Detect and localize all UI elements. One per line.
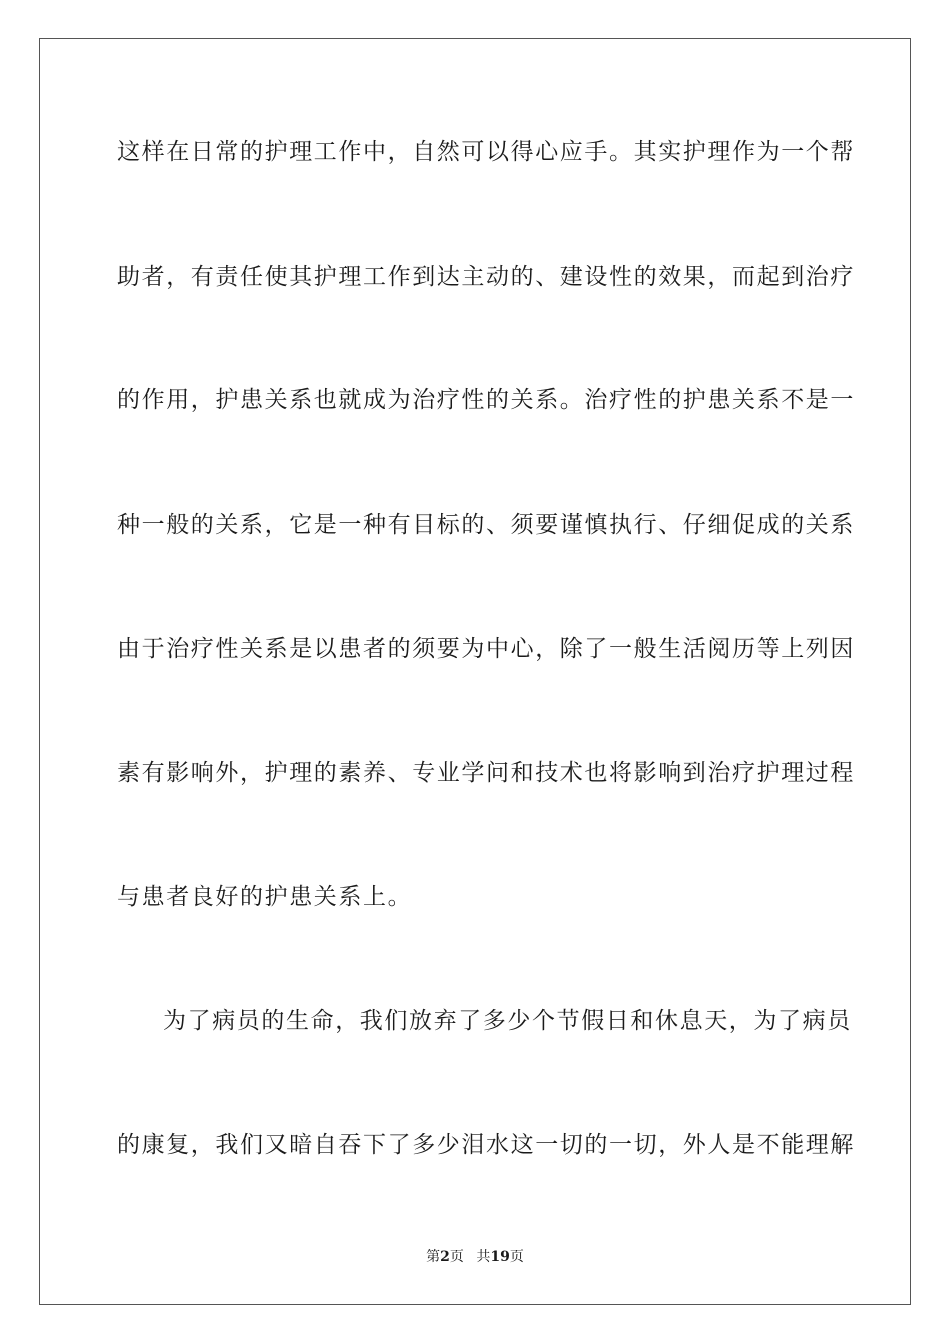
paragraph-line: 为了病员的生命，我们放弃了多少个节假日和休息天，为了病员 bbox=[163, 1008, 852, 1034]
page-border bbox=[39, 38, 911, 1305]
paragraph-line: 的康复，我们又暗自吞下了多少泪水这一切的一切，外人是不能理解 bbox=[117, 1132, 855, 1158]
page-footer bbox=[0, 1248, 950, 1266]
paragraph-line: 由于治疗性关系是以患者的须要为中心，除了一般生活阅历等上列因 bbox=[117, 636, 855, 662]
paragraph-line: 与患者良好的护患关系上。 bbox=[117, 884, 413, 910]
paragraph-line: 种一般的关系，它是一种有目标的、须要谨慎执行、仔细促成的关系 bbox=[117, 512, 855, 538]
paragraph-line: 的作用，护患关系也就成为治疗性的关系。治疗性的护患关系不是一 bbox=[117, 387, 855, 413]
current-page-indicator: 第2页 bbox=[426, 1249, 464, 1265]
paragraph-line: 素有影响外，护理的素养、专业学问和技术也将影响到治疗护理过程 bbox=[117, 760, 855, 786]
total-pages-indicator: 共19页 bbox=[476, 1249, 524, 1265]
paragraph-line: 助者，有责任使其护理工作到达主动的、建设性的效果，而起到治疗 bbox=[117, 264, 855, 290]
paragraph-line: 这样在日常的护理工作中，自然可以得心应手。其实护理作为一个帮 bbox=[117, 139, 855, 165]
